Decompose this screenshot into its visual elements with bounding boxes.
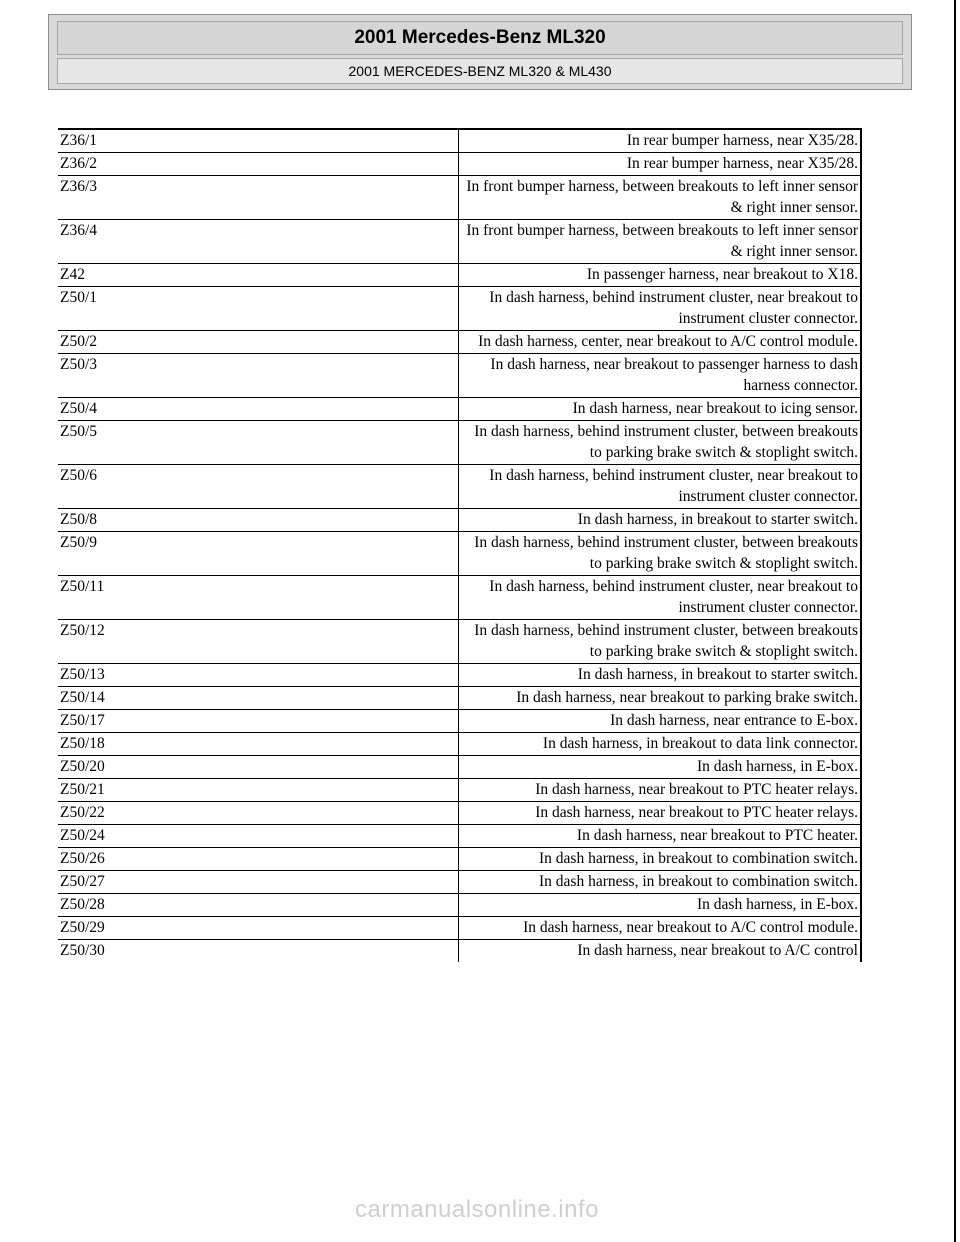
component-id: Z50/21 xyxy=(58,779,459,802)
table-row xyxy=(58,264,861,287)
component-id: Z50/27 xyxy=(58,871,459,894)
component-location: In dash harness, near breakout to icing sensor. xyxy=(459,398,862,421)
component-id: Z50/12 xyxy=(58,620,459,664)
component-location: In dash harness, in breakout to data link connector. xyxy=(459,733,862,756)
component-id: Z50/30 xyxy=(58,940,459,963)
component-location: In front bumper harness, between breakouts to left inner sensor & right inner sensor. xyxy=(459,220,862,264)
component-id: Z50/6 xyxy=(58,465,459,509)
component-id: Z50/20 xyxy=(58,756,459,779)
component-location: In dash harness, in breakout to starter switch. xyxy=(459,509,862,532)
table-row xyxy=(58,687,861,710)
component-location: In dash harness, behind instrument cluster, between breakouts to parking brake switch & stoplight switch. xyxy=(459,421,862,465)
component-location: In dash harness, near breakout to PTC heater relays. xyxy=(459,802,862,825)
document-subtitle: 2001 MERCEDES-BENZ ML320 & ML430 xyxy=(57,58,903,84)
table-row xyxy=(58,710,861,733)
table-row xyxy=(58,620,861,664)
table-row xyxy=(58,802,861,825)
component-location: In rear bumper harness, near X35/28. xyxy=(459,153,862,176)
component-id: Z50/11 xyxy=(58,576,459,620)
component-location: In dash harness, near breakout to PTC heater. xyxy=(459,825,862,848)
component-location: In dash harness, behind instrument cluster, near breakout to instrument cluster connector. xyxy=(459,465,862,509)
document-header xyxy=(48,14,912,90)
table-row xyxy=(58,532,861,576)
component-id: Z50/8 xyxy=(58,509,459,532)
component-id: Z50/1 xyxy=(58,287,459,331)
component-location: In dash harness, near entrance to E-box. xyxy=(459,710,862,733)
component-id: Z36/3 xyxy=(58,176,459,220)
document-title: 2001 Mercedes-Benz ML320 xyxy=(57,21,903,55)
table-row xyxy=(58,576,861,620)
table-row xyxy=(58,465,861,509)
component-id: Z36/4 xyxy=(58,220,459,264)
table-row xyxy=(58,917,861,940)
component-location: In dash harness, near breakout to A/C control xyxy=(459,940,862,963)
table-row xyxy=(58,871,861,894)
component-id: Z50/24 xyxy=(58,825,459,848)
table-row xyxy=(58,176,861,220)
component-id: Z50/29 xyxy=(58,917,459,940)
table-row xyxy=(58,894,861,917)
table-row xyxy=(58,220,861,264)
table-row xyxy=(58,779,861,802)
component-location: In dash harness, behind instrument cluster, near breakout to instrument cluster connector. xyxy=(459,287,862,331)
component-location: In dash harness, near breakout to PTC heater relays. xyxy=(459,779,862,802)
table-row xyxy=(58,421,861,465)
component-id: Z50/9 xyxy=(58,532,459,576)
table-row xyxy=(58,664,861,687)
watermark: carmanualsonline.info xyxy=(355,1196,599,1223)
component-location-table xyxy=(58,128,862,962)
component-id: Z50/22 xyxy=(58,802,459,825)
table-row xyxy=(58,848,861,871)
component-location: In front bumper harness, between breakouts to left inner sensor & right inner sensor. xyxy=(459,176,862,220)
table-row xyxy=(58,756,861,779)
component-location: In dash harness, behind instrument cluster, near breakout to instrument cluster connector. xyxy=(459,576,862,620)
component-location: In dash harness, in E-box. xyxy=(459,894,862,917)
component-id: Z50/14 xyxy=(58,687,459,710)
table-row xyxy=(58,733,861,756)
table-row xyxy=(58,509,861,532)
component-id: Z50/18 xyxy=(58,733,459,756)
table-row xyxy=(58,129,861,153)
table-row xyxy=(58,825,861,848)
table-row xyxy=(58,354,861,398)
component-location: In dash harness, center, near breakout to A/C control module. xyxy=(459,331,862,354)
component-id: Z50/5 xyxy=(58,421,459,465)
component-location: In dash harness, near breakout to A/C control module. xyxy=(459,917,862,940)
table-row xyxy=(58,331,861,354)
component-id: Z42 xyxy=(58,264,459,287)
component-location: In dash harness, near breakout to parking brake switch. xyxy=(459,687,862,710)
component-id: Z50/13 xyxy=(58,664,459,687)
table-row xyxy=(58,398,861,421)
component-id: Z50/3 xyxy=(58,354,459,398)
component-id: Z50/26 xyxy=(58,848,459,871)
table-row xyxy=(58,153,861,176)
component-location: In rear bumper harness, near X35/28. xyxy=(459,129,862,153)
component-location: In dash harness, in breakout to combination switch. xyxy=(459,871,862,894)
component-location: In dash harness, in E-box. xyxy=(459,756,862,779)
component-id: Z50/4 xyxy=(58,398,459,421)
component-location: In passenger harness, near breakout to X18. xyxy=(459,264,862,287)
component-location: In dash harness, near breakout to passenger harness to dash harness connector. xyxy=(459,354,862,398)
component-id: Z50/2 xyxy=(58,331,459,354)
component-location: In dash harness, in breakout to starter switch. xyxy=(459,664,862,687)
component-id: Z50/17 xyxy=(58,710,459,733)
table-row xyxy=(58,287,861,331)
component-id: Z50/28 xyxy=(58,894,459,917)
component-location: In dash harness, behind instrument cluster, between breakouts to parking brake switch & stoplight switch. xyxy=(459,620,862,664)
component-location: In dash harness, behind instrument cluster, between breakouts to parking brake switch & stoplight switch. xyxy=(459,532,862,576)
component-id: Z36/2 xyxy=(58,153,459,176)
component-location: In dash harness, in breakout to combination switch. xyxy=(459,848,862,871)
table-row xyxy=(58,940,861,963)
component-id: Z36/1 xyxy=(58,129,459,153)
